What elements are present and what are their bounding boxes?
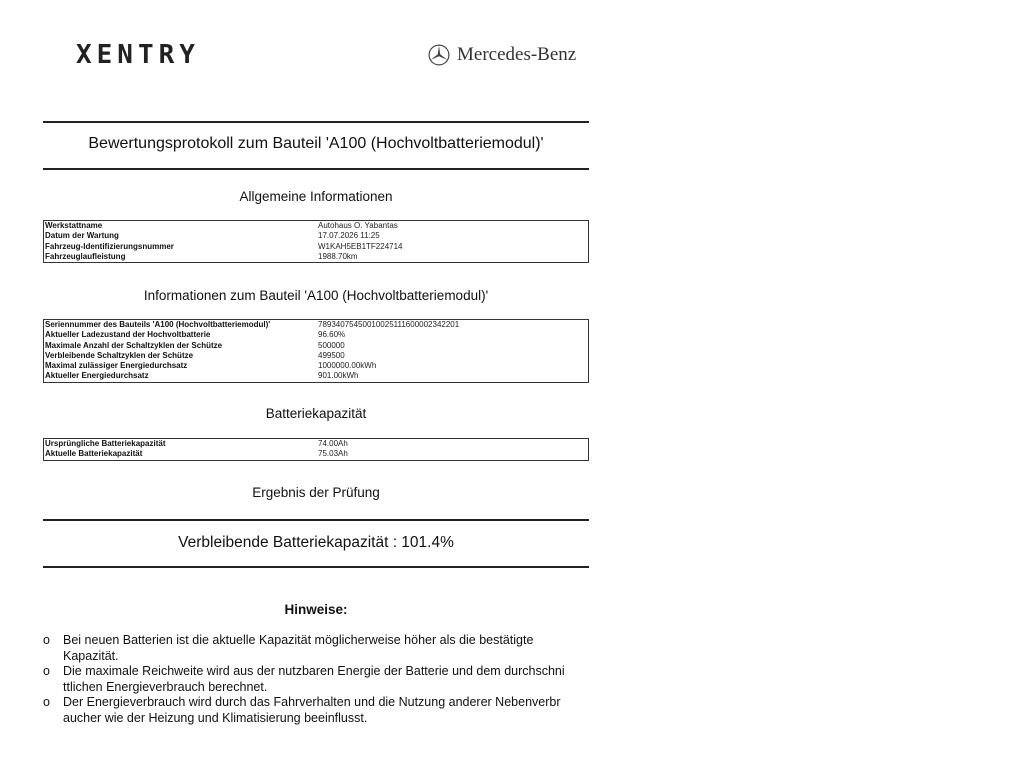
note-item [43, 664, 588, 695]
report-title: Bewertungsprotokoll zum Bauteil 'A100 (Hochvoltbatteriemodul)' [88, 135, 544, 152]
info-value: 75.03Ah [318, 449, 348, 459]
info-row [44, 252, 589, 263]
info-value: W1KAH5EB1TF224714 [318, 241, 403, 251]
general-info-heading: Allgemeine Informationen [239, 189, 393, 204]
battery-capacity-heading: Batteriekapazität [265, 406, 367, 421]
note-bullet: o [43, 664, 50, 678]
info-label: Aktuelle Batteriekapazität [45, 449, 143, 459]
battery-capacity-table [43, 438, 589, 461]
info-label: Maximal zulässiger Energiedurchsatz [45, 361, 188, 371]
note-item [43, 633, 588, 664]
info-label: Werkstattname [45, 221, 103, 230]
test-result-heading: Ergebnis der Prüfung [252, 485, 380, 500]
info-label: Fahrzeug-Identifizierungsnummer [45, 241, 174, 251]
xentry-logo: XENTRY [76, 40, 200, 70]
info-label: Datum der Wartung [45, 231, 119, 241]
result-top-rule [43, 519, 589, 521]
remaining-capacity-result: Verbleibende Batteriekapazität : 101.4% [178, 534, 454, 551]
mercedes-benz-wordmark: Mercedes-Benz [457, 44, 577, 65]
info-value: Autohaus O. Yabantas [318, 221, 398, 230]
info-value: 74.00Ah [318, 439, 348, 448]
note-item [43, 695, 588, 726]
notes-heading: Hinweise: [284, 602, 348, 617]
note-text: Die maximale Reichweite wird aus der nutzbaren Energie der Batterie und dem durchschni ttlichen Energieverbrauch berechnet. [63, 664, 565, 694]
info-label: Aktueller Ladezustand der Hochvoltbatterie [45, 330, 211, 340]
notes-list [43, 633, 588, 726]
component-info-table [43, 319, 589, 383]
mercedes-benz-logo [428, 43, 576, 67]
title-bottom-rule [43, 168, 589, 170]
info-label: Seriennummer des Bauteils 'A100 (Hochvoltbatteriemodul)' [45, 320, 271, 329]
mercedes-star-icon [428, 44, 450, 66]
info-row [44, 351, 589, 361]
info-row [44, 320, 589, 331]
info-label: Verbleibende Schaltzyklen der Schütze [45, 350, 194, 360]
info-row [44, 341, 589, 351]
info-value: 1000000.00kWh [318, 361, 377, 371]
info-row [44, 221, 589, 232]
info-label: Fahrzeuglaufleistung [45, 251, 126, 261]
general-info-table [43, 220, 589, 263]
note-bullet: o [43, 695, 50, 709]
info-row [44, 439, 589, 450]
info-label: Ursprüngliche Batteriekapazität [45, 439, 166, 448]
note-text: Bei neuen Batterien ist die aktuelle Kapazität möglicherweise höher als die bestätigte Kapazität. [63, 633, 534, 663]
info-row [44, 361, 589, 371]
result-bottom-rule [43, 566, 589, 568]
info-value: 500000 [318, 340, 345, 350]
info-row [44, 371, 589, 382]
note-text: Der Energieverbrauch wird durch das Fahrverhalten und die Nutzung anderer Nebenverbr aucher wie der Heizung und Klimatisierung beeinflusst. [63, 695, 561, 725]
note-bullet: o [43, 633, 50, 647]
title-top-rule [43, 121, 589, 123]
info-row [44, 242, 589, 252]
info-row [44, 231, 589, 241]
info-value: 1988.70km [318, 251, 358, 261]
info-row [44, 330, 589, 340]
info-value: 789340754500100251116000023422​01 [318, 320, 460, 329]
info-row [44, 449, 589, 460]
info-value: 17.07.2026 11:25 [318, 231, 380, 241]
component-info-heading: Informationen zum Bauteil 'A100 (Hochvoltbatteriemodul)' [143, 288, 489, 303]
info-value: 499500 [318, 350, 345, 360]
info-value: 901.00kWh [318, 371, 359, 381]
info-value: 96.60% [318, 330, 346, 340]
info-label: Aktueller Energiedurchsatz [45, 371, 149, 381]
info-label: Maximale Anzahl der Schaltzyklen der Schütze [45, 340, 223, 350]
